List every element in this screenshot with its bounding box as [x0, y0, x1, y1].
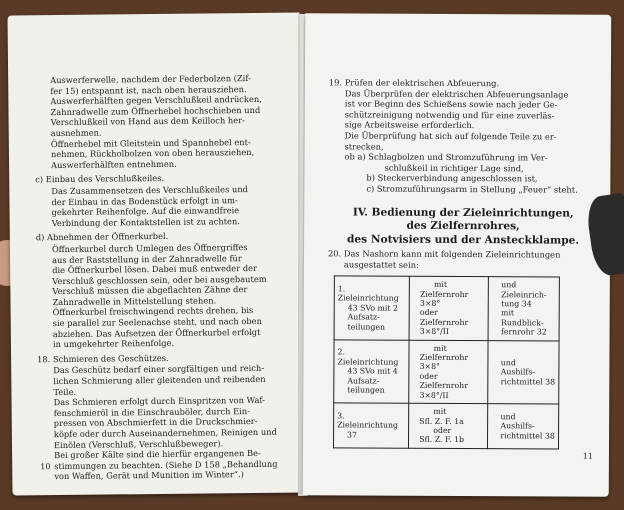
disassembly-text [34, 73, 285, 171]
text-line: nehmen, Rückholbolzen von oben herausziehen, [50, 147, 255, 160]
text-line: ausnehmen. [50, 127, 102, 139]
heading-line: IV. Bedienung der Zieleinrichtungen, [352, 205, 574, 220]
cell-line: oder [433, 425, 452, 435]
page-number-right: 11 [582, 451, 593, 461]
cell-line: 1. Zieleinrichtung [337, 284, 399, 304]
section-19-title: 19. Prüfen der elektrischen Abfeuerung. [328, 77, 500, 89]
text-line: Öffnerkurbel freischwingend rechts drehen, bis [52, 305, 254, 318]
text-line: strecken, [344, 140, 384, 152]
table-cell [409, 276, 489, 340]
cell-line: Zielfernrohr [419, 317, 469, 327]
text-line: Verschlußkeil von Hand aus dem Keilloch her- [50, 115, 245, 128]
cell-line: oder [419, 371, 438, 381]
section-19-text [329, 88, 599, 153]
table-cell [488, 404, 559, 449]
text-line: pressen von Abschmierfett in die Druckschmier- [53, 416, 258, 429]
table-row [334, 340, 559, 405]
cell-line: mit Rundblick- [500, 308, 544, 328]
text-line: lichen Schmierung aller gleitenden und reibenden [53, 373, 266, 387]
page-number-left: 10 [40, 462, 51, 472]
cell-line: 43 SVo mit 4 [347, 366, 398, 376]
cell-line: Aufsatz- [347, 376, 380, 386]
cell-line: fernrohr 32 [500, 327, 547, 337]
cell-line: Zielfernrohr 3×8° [419, 289, 469, 308]
text-line: Verbindung der Kontaktstellen ist zu achten. [51, 215, 240, 228]
cell-line: 43 SVo mit 2 [347, 303, 399, 313]
text-line: Bei großer Kälte sind die hierfür ergangenen Be- [54, 448, 261, 461]
cell-line: mit [434, 280, 448, 290]
section-19-list [328, 151, 598, 195]
cell-line: 37 [347, 430, 358, 440]
text-line: Das Zusammensetzen des Verschlußkeiles und [51, 183, 249, 197]
section-c-text [35, 184, 285, 229]
text-line: Einölen (Verschluß, Verschlußbeweger). [53, 437, 224, 450]
text-line: ist vor Beginn des Schießens sowie nach jeder Ge- [344, 98, 558, 110]
cell-line: Zielfernrohr [419, 381, 468, 391]
cell-line: richtmittel 38 [500, 430, 555, 441]
table-row [333, 403, 558, 449]
text-line: sie parallel zur Seelenachse steht, und nach oben [52, 315, 262, 329]
cell-line: teilungen [347, 321, 386, 332]
text-line: der Einbau in das Bodenstück erfolgt in um- [51, 194, 238, 207]
cell-line: Aushilfs- [500, 421, 535, 431]
table-cell [333, 403, 408, 448]
cell-line: teilungen [347, 385, 385, 395]
text-line: Das Geschütz bedarf einer sorgfältigen und reich- [53, 363, 265, 376]
text-line: von Waffen, Gerät und Munition im Winter“.) [54, 469, 244, 482]
section-d-text [36, 242, 287, 351]
section-d-title: d) Abnehmen der Öffnerkurbel. [35, 231, 169, 243]
cell-line: und [501, 280, 517, 290]
cell-line: Sfl. Z. F. 1b [419, 435, 465, 445]
heading-line: des Notvisiers und der Ansteckklampe. [347, 232, 580, 247]
cell-line: 2. Zieleinrichtung [337, 347, 399, 367]
text-line: Zahnradwelle in Mittelstellung stehen. [52, 295, 217, 307]
cell-line: 3. Zieleinrichtung [337, 411, 399, 430]
cell-line: richtmittel 38 [500, 376, 556, 387]
cell-line: und [500, 412, 516, 422]
list-item: ob a) Schlagbolzen und Stromzuführung im Ver- [344, 151, 548, 163]
cell-line: und [500, 357, 516, 368]
text-line: Das Schmieren erfolgt durch Einspritzen von Waf- [53, 395, 266, 408]
cell-line: Zieleinrich- [501, 289, 547, 300]
table-cell [334, 276, 410, 340]
cell-line: mit [433, 343, 447, 353]
cell-line: Sfl. Z. F. 1a [419, 416, 464, 426]
text-line: fenschmieröl in die Einschrauböler, durch Ein- [53, 405, 250, 418]
section-20-text [328, 248, 598, 271]
cell-line: 3×8°/II [419, 390, 449, 400]
cell-line: 3×8°/II [419, 327, 449, 337]
heading-line: des Zielfernrohres, [406, 219, 520, 233]
text-line: stimmungen zu beachten. (Siehe D 158 „Behandlung [54, 458, 278, 471]
table-cell [334, 340, 410, 404]
cell-line: mit [433, 406, 447, 417]
text-line: in umgekehrter Reihenfolge. [52, 338, 175, 350]
text-line: schützreinigung notwendig und für eine zuverläs- [344, 109, 555, 121]
right-page [303, 13, 612, 497]
text-line: Das Überprüfen der elektrischen Abfeuerungsanlage [344, 88, 569, 100]
text-line: Auswerferwelle, nachdem der Federbolzen (Zif- [50, 72, 251, 86]
text-line: Zahnradwelle zum Öffnerhebel hochschieben und [50, 104, 261, 117]
table-row [334, 276, 559, 341]
text-line: fer 15) entspannt ist, nach oben herausziehen. [50, 83, 247, 96]
section-18-text [37, 363, 288, 482]
cell-line: Zielfernrohr 3×8° [419, 352, 469, 372]
cell-line: Aufsatz- [347, 312, 380, 322]
text-line: Öffnerhebel mit Gleitstein und Spannhebel ent- [50, 136, 251, 149]
right-page-content [327, 77, 599, 449]
table-cell [488, 340, 559, 404]
chapter-heading [328, 206, 598, 248]
text-line: Auswerferhälften gegen Verschlußkeil andrücken, [50, 94, 262, 107]
text-line: Verschluß geschlossen sein, oder bei ausgebautem [52, 273, 267, 286]
sighting-equipment-table [333, 276, 560, 450]
text-line: 20. Das Nashorn kann mit folgenden Zieleinrichtungen [327, 248, 561, 260]
text-line: Teile. [53, 386, 77, 397]
table-cell [488, 277, 559, 341]
list-item: c) Stromzuführungsarm in Stellung „Feuer“ steht. [366, 183, 578, 195]
text-line: aus der Raststellung in der Zahnradwelle für [52, 252, 242, 265]
text-line: Verschluß müssen die abgeflachten Zähne der [52, 284, 248, 297]
cell-line: tung 34 [501, 299, 532, 309]
text-line: ausgestattet sein: [343, 259, 419, 270]
cell-line: oder [419, 308, 438, 318]
list-item-continuation: schlußkeil in richtiger Lage sind, [384, 162, 524, 174]
left-page [7, 12, 304, 495]
cell-line: Aushilfs- [500, 367, 535, 377]
text-line: abziehen. Das Aufsetzen der Öffnerkurbel erfolgt [52, 326, 261, 339]
section-18-title: 18. Schmieren des Geschützes. [37, 352, 169, 365]
text-line: köpfe oder durch Auseinandernehmen, Reinigen und [53, 426, 277, 440]
text-line: gekehrter Reihenfolge. Auf die einwandfreie [51, 205, 240, 218]
list-item: b) Steckerverbindung angeschlossen ist, [366, 172, 538, 184]
section-c-title: c) Einbau des Verschlußkeiles. [35, 173, 165, 185]
text-line: Die Überprüfung hat sich auf folgende Teile zu er- [344, 130, 557, 142]
left-page-content [34, 73, 288, 483]
text-line: Öffnerkurbel durch Umlegen des Öffnergriffes [51, 241, 248, 254]
table-cell [409, 340, 489, 404]
table-cell [409, 403, 488, 448]
text-line: sige Arbeitsweise erforderlich. [344, 119, 475, 131]
text-line: die Öffnerkurbel lösen. Dabei muß entweder der [52, 263, 258, 276]
text-line: Auswerferhälften entnehmen. [51, 158, 177, 170]
